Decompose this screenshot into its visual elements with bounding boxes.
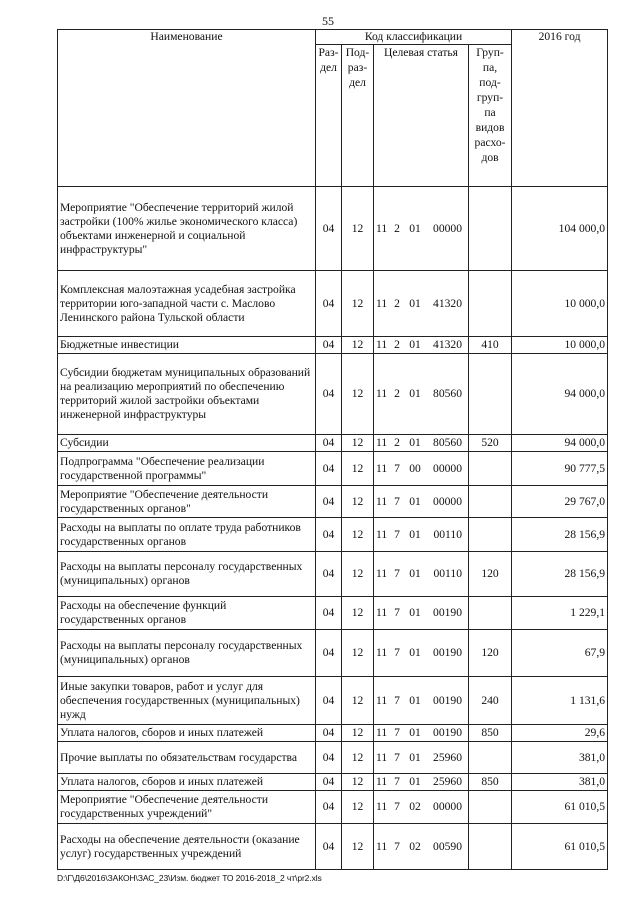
- row-subsection: 12: [342, 742, 374, 774]
- row-amount: 29,6: [512, 725, 608, 742]
- row-group: 410: [469, 337, 512, 354]
- row-section: 04: [316, 337, 342, 354]
- table-row: [58, 742, 608, 774]
- row-target-code: [374, 774, 469, 791]
- row-name: Расходы на выплаты персоналу государственных (муниципальных) органов: [58, 630, 316, 677]
- row-group: [469, 452, 512, 486]
- table-row: [58, 486, 608, 518]
- code-program: 11: [376, 775, 388, 788]
- row-target-code: [374, 677, 469, 725]
- row-section: 04: [316, 486, 342, 518]
- code-measure: 01: [409, 726, 421, 739]
- code-program: 11: [376, 221, 388, 235]
- row-subsection: 12: [342, 597, 374, 630]
- code-program: 11: [376, 606, 388, 619]
- row-subsection: 12: [342, 187, 374, 271]
- header-classification: Код классификации: [316, 30, 512, 45]
- code-program: 11: [376, 567, 388, 580]
- row-subsection: 12: [342, 791, 374, 824]
- row-target-code: [374, 354, 469, 435]
- row-name: Расходы на выплаты по оплате труда работников государственных органов: [58, 518, 316, 552]
- table-row: [58, 452, 608, 486]
- code-direction: 00000: [433, 221, 462, 235]
- row-section: 04: [316, 791, 342, 824]
- row-subsection: 12: [342, 725, 374, 742]
- code-direction: 80560: [433, 387, 462, 400]
- row-group: [469, 824, 512, 870]
- code-subprogram: 2: [394, 436, 400, 449]
- row-amount: 10 000,0: [512, 271, 608, 337]
- row-target-code: [374, 824, 469, 870]
- code-measure: 01: [409, 775, 421, 788]
- row-subsection: 12: [342, 435, 374, 452]
- code-measure: 01: [409, 693, 421, 707]
- row-subsection: 12: [342, 630, 374, 677]
- header-year: 2016 год: [512, 30, 608, 187]
- row-group: [469, 187, 512, 271]
- code-direction: 00000: [433, 494, 462, 508]
- row-name: Иные закупки товаров, работ и услуг для обеспечения государственных (муниципальных) нужд: [58, 677, 316, 725]
- code-direction: 00190: [433, 606, 462, 619]
- row-amount: 381,0: [512, 774, 608, 791]
- code-program: 11: [376, 296, 388, 310]
- row-section: 04: [316, 774, 342, 791]
- row-target-code: [374, 271, 469, 337]
- row-name: Прочие выплаты по обязательствам государства: [58, 742, 316, 774]
- code-measure: 01: [409, 606, 421, 619]
- code-program: 11: [376, 750, 388, 764]
- row-amount: 67,9: [512, 630, 608, 677]
- code-program: 11: [376, 436, 388, 449]
- code-program: 11: [376, 527, 388, 541]
- row-name: Мероприятие "Обеспечение деятельности государственных органов": [58, 486, 316, 518]
- row-group: [469, 597, 512, 630]
- row-target-code: [374, 742, 469, 774]
- code-subprogram: 7: [394, 775, 400, 788]
- row-group: [469, 271, 512, 337]
- row-group: [469, 518, 512, 552]
- code-subprogram: 2: [394, 387, 400, 400]
- row-group: [469, 354, 512, 435]
- header-subsection: Под- раз- дел: [342, 45, 374, 187]
- row-target-code: [374, 725, 469, 742]
- row-group: 850: [469, 725, 512, 742]
- row-amount: 94 000,0: [512, 435, 608, 452]
- page-number: 55: [322, 14, 334, 28]
- row-section: 04: [316, 187, 342, 271]
- code-subprogram: 7: [394, 461, 400, 475]
- code-direction: 00110: [433, 567, 462, 580]
- table-row: [58, 518, 608, 552]
- row-amount: 1 229,1: [512, 597, 608, 630]
- row-group: 120: [469, 552, 512, 597]
- row-subsection: 12: [342, 271, 374, 337]
- table-row: [58, 824, 608, 870]
- code-subprogram: 7: [394, 750, 400, 764]
- code-direction: 00190: [433, 646, 462, 659]
- code-program: 11: [376, 646, 388, 659]
- code-direction: 00000: [433, 461, 462, 475]
- code-direction: 00190: [433, 693, 462, 707]
- row-subsection: 12: [342, 518, 374, 552]
- row-subsection: 12: [342, 354, 374, 435]
- table-row: [58, 725, 608, 742]
- row-target-code: [374, 187, 469, 271]
- code-direction: 41320: [433, 338, 462, 351]
- code-measure: 01: [409, 646, 421, 659]
- row-name: Уплата налогов, сборов и иных платежей: [58, 725, 316, 742]
- header-group: Груп- па, под- груп- па видов расхо- дов: [469, 45, 512, 187]
- row-subsection: 12: [342, 677, 374, 725]
- code-direction: 00000: [433, 800, 462, 813]
- row-group: 850: [469, 774, 512, 791]
- row-name: Расходы на обеспечение функций государственных органов: [58, 597, 316, 630]
- table-row: [58, 597, 608, 630]
- table-row: [58, 677, 608, 725]
- code-subprogram: 7: [394, 726, 400, 739]
- table-row: [58, 337, 608, 354]
- row-subsection: 12: [342, 452, 374, 486]
- row-subsection: 12: [342, 774, 374, 791]
- row-amount: 28 156,9: [512, 518, 608, 552]
- row-name: Мероприятие "Обеспечение территорий жилой застройки (100% жилье экономического класса) объектами инженерной и социальной инфраструктуры": [58, 187, 316, 271]
- row-target-code: [374, 597, 469, 630]
- table-row: [58, 354, 608, 435]
- code-program: 11: [376, 387, 388, 400]
- code-subprogram: 7: [394, 839, 400, 853]
- row-name: Субсидии: [58, 435, 316, 452]
- code-program: 11: [376, 839, 388, 853]
- code-direction: 00190: [433, 726, 462, 739]
- code-subprogram: 7: [394, 494, 400, 508]
- row-group: [469, 791, 512, 824]
- code-direction: 00110: [433, 527, 462, 541]
- code-subprogram: 2: [394, 296, 400, 310]
- table-row: [58, 435, 608, 452]
- code-subprogram: 2: [394, 221, 400, 235]
- row-amount: 94 000,0: [512, 354, 608, 435]
- code-program: 11: [376, 800, 388, 813]
- code-measure: 01: [409, 296, 421, 310]
- code-measure: 00: [409, 461, 421, 475]
- row-subsection: 12: [342, 824, 374, 870]
- code-direction: 25960: [433, 750, 462, 764]
- row-section: 04: [316, 354, 342, 435]
- code-program: 11: [376, 494, 388, 508]
- row-group: 240: [469, 677, 512, 725]
- code-measure: 01: [409, 750, 421, 764]
- row-section: 04: [316, 271, 342, 337]
- row-amount: 381,0: [512, 742, 608, 774]
- row-target-code: [374, 518, 469, 552]
- row-name: Подпрограмма "Обеспечение реализации государственной программы": [58, 452, 316, 486]
- code-measure: 01: [409, 221, 421, 235]
- code-program: 11: [376, 338, 388, 351]
- row-section: 04: [316, 452, 342, 486]
- code-measure: 01: [409, 436, 421, 449]
- table-row: [58, 791, 608, 824]
- code-subprogram: 7: [394, 527, 400, 541]
- row-amount: 104 000,0: [512, 187, 608, 271]
- code-subprogram: 7: [394, 693, 400, 707]
- row-section: 04: [316, 597, 342, 630]
- row-name: Комплексная малоэтажная усадебная застройка территории юго-западной части с. Маслово Ленинского района Тульской области: [58, 271, 316, 337]
- budget-table: [57, 29, 608, 870]
- row-amount: 10 000,0: [512, 337, 608, 354]
- code-direction: 41320: [433, 296, 462, 310]
- code-program: 11: [376, 461, 388, 475]
- row-target-code: [374, 552, 469, 597]
- code-measure: 01: [409, 494, 421, 508]
- code-direction: 80560: [433, 436, 462, 449]
- file-path-footer: D:\Г\Д6\2016\ЗАКОН\ЗАС_23\Изм. бюджет ТО 2016-2018_2 чт\pr2.xls: [57, 873, 322, 883]
- row-name: Бюджетные инвестиции: [58, 337, 316, 354]
- code-measure: 02: [409, 839, 421, 853]
- row-group: [469, 742, 512, 774]
- row-subsection: 12: [342, 486, 374, 518]
- row-section: 04: [316, 742, 342, 774]
- row-section: 04: [316, 518, 342, 552]
- table-row: [58, 774, 608, 791]
- row-group: 520: [469, 435, 512, 452]
- row-target-code: [374, 435, 469, 452]
- row-name: Расходы на выплаты персоналу государственных (муниципальных) органов: [58, 552, 316, 597]
- row-target-code: [374, 486, 469, 518]
- row-name: Расходы на обеспечение деятельности (оказание услуг) государственных учреждений: [58, 824, 316, 870]
- code-measure: 01: [409, 338, 421, 351]
- row-name: Мероприятие "Обеспечение деятельности государственных учреждений": [58, 791, 316, 824]
- row-subsection: 12: [342, 552, 374, 597]
- row-section: 04: [316, 552, 342, 597]
- code-program: 11: [376, 693, 388, 707]
- header-name: Наименование: [58, 30, 316, 187]
- row-amount: 29 767,0: [512, 486, 608, 518]
- row-amount: 28 156,9: [512, 552, 608, 597]
- row-amount: 61 010,5: [512, 791, 608, 824]
- row-section: 04: [316, 630, 342, 677]
- code-measure: 01: [409, 567, 421, 580]
- code-subprogram: 7: [394, 567, 400, 580]
- header-section: Раз- дел: [316, 45, 342, 187]
- table-row: [58, 187, 608, 271]
- row-name: Субсидии бюджетам муниципальных образований на реализацию мероприятий по обеспечению территорий жилой застройки объектами инженерной инфраструктуры: [58, 354, 316, 435]
- row-target-code: [374, 452, 469, 486]
- row-target-code: [374, 630, 469, 677]
- row-name: Уплата налогов, сборов и иных платежей: [58, 774, 316, 791]
- row-section: 04: [316, 435, 342, 452]
- code-subprogram: 7: [394, 800, 400, 813]
- row-group: [469, 486, 512, 518]
- row-subsection: 12: [342, 337, 374, 354]
- header-target: Целевая статья: [374, 45, 469, 187]
- row-section: 04: [316, 824, 342, 870]
- row-amount: 1 131,6: [512, 677, 608, 725]
- code-measure: 01: [409, 527, 421, 541]
- code-direction: 25960: [433, 775, 462, 788]
- row-target-code: [374, 791, 469, 824]
- table-row: [58, 630, 608, 677]
- row-target-code: [374, 337, 469, 354]
- code-measure: 02: [409, 800, 421, 813]
- code-direction: 00590: [433, 839, 462, 853]
- table-row: [58, 552, 608, 597]
- row-section: 04: [316, 677, 342, 725]
- table-row: [58, 271, 608, 337]
- row-group: 120: [469, 630, 512, 677]
- code-subprogram: 2: [394, 338, 400, 351]
- row-amount: 90 777,5: [512, 452, 608, 486]
- code-subprogram: 7: [394, 606, 400, 619]
- code-program: 11: [376, 726, 388, 739]
- code-measure: 01: [409, 387, 421, 400]
- code-subprogram: 7: [394, 646, 400, 659]
- row-section: 04: [316, 725, 342, 742]
- row-amount: 61 010,5: [512, 824, 608, 870]
